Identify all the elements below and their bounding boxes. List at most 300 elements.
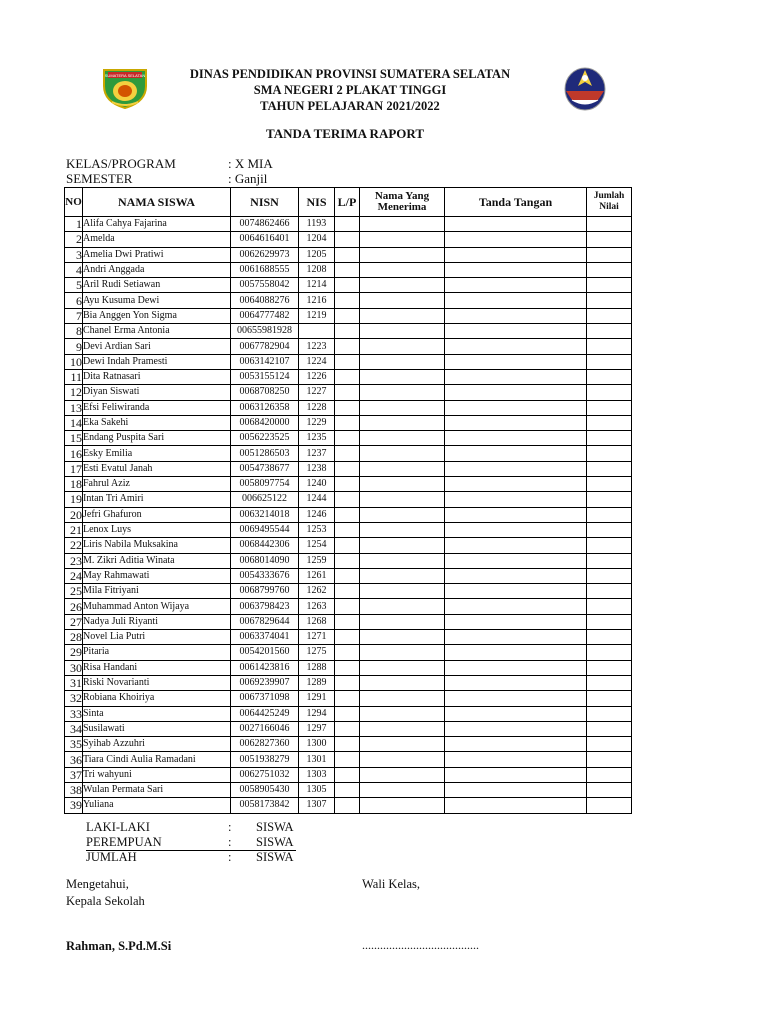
province-logo: [100, 64, 150, 110]
row-nama-siswa: Esti Evatul Janah: [83, 461, 231, 476]
row-nisn: 0051286503: [231, 446, 299, 461]
row-lp: [335, 324, 360, 339]
row-tanda-tangan: [445, 599, 587, 614]
row-nama-penerima: [360, 369, 445, 384]
row-nisn: 0054201560: [231, 645, 299, 660]
header-jumlah-line-1: Jumlah: [593, 191, 625, 201]
row-lp: [335, 232, 360, 247]
table-row: [65, 614, 632, 629]
row-lp: [335, 553, 360, 568]
row-nama-penerima: [360, 278, 445, 293]
row-nis: 1223: [299, 339, 335, 354]
row-tanda-tangan: [445, 752, 587, 767]
row-nis: 1262: [299, 584, 335, 599]
table-row: [65, 354, 632, 369]
row-nama-penerima: [360, 400, 445, 415]
row-nis: 1226: [299, 369, 335, 384]
row-nis: 1229: [299, 415, 335, 430]
row-lp: [335, 584, 360, 599]
row-lp: [335, 247, 360, 262]
table-row: [65, 293, 632, 308]
letterhead: [150, 66, 550, 114]
table-row: [65, 630, 632, 645]
row-nisn: 0068799760: [231, 584, 299, 599]
row-nisn: 0054333676: [231, 568, 299, 583]
summary-perempuan-label: PEREMPUAN: [86, 835, 162, 849]
row-tanda-tangan: [445, 737, 587, 752]
report-receipt-table: [64, 187, 632, 814]
row-nama-penerima: [360, 492, 445, 507]
row-nisn: 0068442306: [231, 538, 299, 553]
row-no: 1: [65, 217, 83, 232]
row-nisn: 0062827360: [231, 737, 299, 752]
row-jumlah-nilai: [587, 354, 632, 369]
row-no: 29: [65, 645, 83, 660]
letterhead-line-1: DINAS PENDIDIKAN PROVINSI SUMATERA SELATAN: [189, 67, 511, 81]
row-tanda-tangan: [445, 324, 587, 339]
row-nama-penerima: [360, 767, 445, 782]
row-nis: 1305: [299, 782, 335, 797]
row-nama-siswa: Diyan Siswati: [83, 385, 231, 400]
row-nama-penerima: [360, 706, 445, 721]
row-lp: [335, 706, 360, 721]
row-tanda-tangan: [445, 308, 587, 323]
row-nama-siswa: Efsi Feliwiranda: [83, 400, 231, 415]
row-lp: [335, 446, 360, 461]
row-nisn: 0064425249: [231, 706, 299, 721]
header-penerima-line-1: Nama Yang: [374, 190, 430, 202]
row-nama-penerima: [360, 752, 445, 767]
table-row: [65, 675, 632, 690]
row-lp: [335, 369, 360, 384]
row-tanda-tangan: [445, 660, 587, 675]
row-nama-siswa: Dewi Indah Pramesti: [83, 354, 231, 369]
class-label: KELAS/PROGRAM: [66, 156, 176, 171]
table-row: [65, 400, 632, 415]
row-nisn: 0067829644: [231, 614, 299, 629]
row-no: 2: [65, 232, 83, 247]
row-tanda-tangan: [445, 278, 587, 293]
table-header-row: [65, 188, 632, 217]
row-jumlah-nilai: [587, 522, 632, 537]
row-nisn: 00655981928: [231, 324, 299, 339]
row-jumlah-nilai: [587, 385, 632, 400]
letterhead-line-3: TAHUN PELAJARAN 2021/2022: [260, 99, 440, 113]
row-nama-penerima: [360, 354, 445, 369]
row-nama-penerima: [360, 431, 445, 446]
row-nis: 1227: [299, 385, 335, 400]
row-lp: [335, 278, 360, 293]
row-nis: 1268: [299, 614, 335, 629]
row-jumlah-nilai: [587, 798, 632, 813]
row-nama-penerima: [360, 599, 445, 614]
row-tanda-tangan: [445, 568, 587, 583]
summary-jumlah: [86, 850, 306, 865]
row-no: 27: [65, 614, 83, 629]
row-nama-penerima: [360, 660, 445, 675]
row-nama-penerima: [360, 538, 445, 553]
row-jumlah-nilai: [587, 415, 632, 430]
row-nama-siswa: Pitaria: [83, 645, 231, 660]
row-nisn: 0063142107: [231, 354, 299, 369]
row-nama-penerima: [360, 507, 445, 522]
table-row: [65, 477, 632, 492]
row-nis: 1289: [299, 675, 335, 690]
row-lp: [335, 461, 360, 476]
row-nama-siswa: Sinta: [83, 706, 231, 721]
row-no: 38: [65, 782, 83, 797]
table-row: [65, 232, 632, 247]
row-nisn: 0069495544: [231, 522, 299, 537]
row-nama-penerima: [360, 691, 445, 706]
header-nama: NAMA SISWA: [83, 188, 231, 217]
row-no: 15: [65, 431, 83, 446]
row-jumlah-nilai: [587, 691, 632, 706]
row-jumlah-nilai: [587, 369, 632, 384]
row-lp: [335, 752, 360, 767]
table-row: [65, 660, 632, 675]
row-nis: 1294: [299, 706, 335, 721]
row-jumlah-nilai: [587, 706, 632, 721]
row-tanda-tangan: [445, 461, 587, 476]
row-nama-penerima: [360, 308, 445, 323]
row-lp: [335, 415, 360, 430]
row-lp: [335, 477, 360, 492]
row-nis: 1288: [299, 660, 335, 675]
row-jumlah-nilai: [587, 446, 632, 461]
summary-laki-unit: SISWA: [256, 820, 294, 834]
row-jumlah-nilai: [587, 645, 632, 660]
row-jumlah-nilai: [587, 232, 632, 247]
row-nama-siswa: Riski Novarianti: [83, 675, 231, 690]
row-tanda-tangan: [445, 217, 587, 232]
table-row: [65, 415, 632, 430]
row-nis: 1307: [299, 798, 335, 813]
semester-label: SEMESTER: [66, 171, 133, 186]
row-no: 9: [65, 339, 83, 354]
row-jumlah-nilai: [587, 492, 632, 507]
row-no: 21: [65, 522, 83, 537]
row-nama-siswa: Chanel Erma Antonia: [83, 324, 231, 339]
row-nis: 1246: [299, 507, 335, 522]
row-nis: 1297: [299, 721, 335, 736]
row-lp: [335, 798, 360, 813]
row-jumlah-nilai: [587, 782, 632, 797]
row-nis: 1205: [299, 247, 335, 262]
row-nama-siswa: Risa Handani: [83, 660, 231, 675]
table-row: [65, 522, 632, 537]
row-no: 11: [65, 369, 83, 384]
row-lp: [335, 293, 360, 308]
row-nama-penerima: [360, 293, 445, 308]
wali-kelas-label: Wali Kelas,: [362, 877, 421, 891]
row-no: 34: [65, 721, 83, 736]
row-nis: 1208: [299, 262, 335, 277]
row-no: 5: [65, 278, 83, 293]
row-nama-penerima: [360, 737, 445, 752]
row-jumlah-nilai: [587, 324, 632, 339]
table-row: [65, 247, 632, 262]
row-nis: 1300: [299, 737, 335, 752]
row-nis: 1271: [299, 630, 335, 645]
row-lp: [335, 385, 360, 400]
row-nama-siswa: Susilawati: [83, 721, 231, 736]
principal-block: [66, 876, 145, 910]
row-no: 3: [65, 247, 83, 262]
row-no: 13: [65, 400, 83, 415]
row-tanda-tangan: [445, 706, 587, 721]
row-jumlah-nilai: [587, 247, 632, 262]
row-no: 10: [65, 354, 83, 369]
row-lp: [335, 568, 360, 583]
row-nis: 1219: [299, 308, 335, 323]
row-no: 22: [65, 538, 83, 553]
table-row: [65, 584, 632, 599]
document-title: TANDA TERIMA RAPORT: [266, 126, 424, 141]
row-jumlah-nilai: [587, 278, 632, 293]
row-no: 25: [65, 584, 83, 599]
wali-kelas-signature-line: .......................................: [362, 938, 479, 952]
row-jumlah-nilai: [587, 262, 632, 277]
row-tanda-tangan: [445, 553, 587, 568]
row-nama-penerima: [360, 232, 445, 247]
row-tanda-tangan: [445, 767, 587, 782]
row-nama-siswa: Endang Puspita Sari: [83, 431, 231, 446]
row-lp: [335, 782, 360, 797]
row-nis: 1237: [299, 446, 335, 461]
row-nama-siswa: Novel Lia Putri: [83, 630, 231, 645]
row-lp: [335, 339, 360, 354]
row-nisn: 0056223525: [231, 431, 299, 446]
summary-perempuan: [86, 835, 306, 850]
row-nis: 1303: [299, 767, 335, 782]
header-penerima: [360, 188, 445, 217]
row-nama-penerima: [360, 446, 445, 461]
row-nisn: 0063374041: [231, 630, 299, 645]
row-nama-siswa: Tri wahyuni: [83, 767, 231, 782]
row-nama-siswa: Nadya Juli Riyanti: [83, 614, 231, 629]
row-lp: [335, 507, 360, 522]
row-nisn: 0061688555: [231, 262, 299, 277]
header-tanda-tangan: Tanda Tangan: [445, 188, 587, 217]
table-row: [65, 339, 632, 354]
header-lp: L/P: [335, 188, 360, 217]
row-lp: [335, 431, 360, 446]
row-no: 32: [65, 691, 83, 706]
row-no: 37: [65, 767, 83, 782]
row-no: 35: [65, 737, 83, 752]
row-nisn: 0063214018: [231, 507, 299, 522]
row-no: 24: [65, 568, 83, 583]
row-tanda-tangan: [445, 522, 587, 537]
row-no: 23: [65, 553, 83, 568]
row-nama-siswa: Alifa Cahya Fajarina: [83, 217, 231, 232]
row-lp: [335, 737, 360, 752]
principal-name: Rahman, S.Pd.M.Si: [66, 939, 172, 953]
row-lp: [335, 354, 360, 369]
row-nisn: 0058173842: [231, 798, 299, 813]
row-nisn: 0064616401: [231, 232, 299, 247]
row-nis: 1261: [299, 568, 335, 583]
header-nis: NIS: [299, 188, 335, 217]
row-nisn: 0027166046: [231, 721, 299, 736]
row-lp: [335, 492, 360, 507]
row-tanda-tangan: [445, 446, 587, 461]
row-tanda-tangan: [445, 369, 587, 384]
table-row: [65, 507, 632, 522]
row-nama-penerima: [360, 385, 445, 400]
table-row: [65, 782, 632, 797]
row-tanda-tangan: [445, 492, 587, 507]
row-lp: [335, 400, 360, 415]
row-no: 16: [65, 446, 83, 461]
summary-laki-colon: :: [228, 820, 232, 834]
summary-divider: [86, 850, 296, 851]
table-row: [65, 798, 632, 813]
row-tanda-tangan: [445, 798, 587, 813]
row-no: 39: [65, 798, 83, 813]
row-tanda-tangan: [445, 247, 587, 262]
row-tanda-tangan: [445, 232, 587, 247]
row-nama-penerima: [360, 645, 445, 660]
row-jumlah-nilai: [587, 400, 632, 415]
row-lp: [335, 660, 360, 675]
row-nama-siswa: Dita Ratnasari: [83, 369, 231, 384]
row-no: 20: [65, 507, 83, 522]
row-jumlah-nilai: [587, 553, 632, 568]
row-nisn: 0057558042: [231, 278, 299, 293]
row-tanda-tangan: [445, 354, 587, 369]
row-nis: 1301: [299, 752, 335, 767]
row-jumlah-nilai: [587, 614, 632, 629]
row-nis: [299, 324, 335, 339]
row-lp: [335, 308, 360, 323]
row-nisn: 0074862466: [231, 217, 299, 232]
row-no: 36: [65, 752, 83, 767]
row-jumlah-nilai: [587, 752, 632, 767]
row-nama-siswa: Tiara Cindi Aulia Ramadani: [83, 752, 231, 767]
row-nis: 1216: [299, 293, 335, 308]
row-nama-siswa: Ayu Kusuma Dewi: [83, 293, 231, 308]
row-no: 8: [65, 324, 83, 339]
row-lp: [335, 767, 360, 782]
table-row: [65, 461, 632, 476]
table-row: [65, 492, 632, 507]
row-tanda-tangan: [445, 293, 587, 308]
row-jumlah-nilai: [587, 660, 632, 675]
table-row: [65, 706, 632, 721]
row-no: 31: [65, 675, 83, 690]
row-nis: 1259: [299, 553, 335, 568]
row-nis: 1204: [299, 232, 335, 247]
row-jumlah-nilai: [587, 293, 632, 308]
row-tanda-tangan: [445, 538, 587, 553]
row-jumlah-nilai: [587, 584, 632, 599]
row-nama-penerima: [360, 782, 445, 797]
row-jumlah-nilai: [587, 568, 632, 583]
row-no: 33: [65, 706, 83, 721]
row-nama-siswa: Intan Tri Amiri: [83, 492, 231, 507]
row-nama-siswa: Andri Anggada: [83, 262, 231, 277]
table-body: [65, 217, 632, 814]
summary-laki: [86, 820, 306, 835]
row-nisn: 0068014090: [231, 553, 299, 568]
table-row: [65, 645, 632, 660]
row-nisn: 0067782904: [231, 339, 299, 354]
summary-block: [86, 820, 306, 865]
header-jumlah-nilai: [587, 188, 632, 217]
table-row: [65, 721, 632, 736]
row-lp: [335, 538, 360, 553]
row-nama-penerima: [360, 461, 445, 476]
row-nama-siswa: Eka Sakehi: [83, 415, 231, 430]
row-nama-penerima: [360, 247, 445, 262]
row-jumlah-nilai: [587, 461, 632, 476]
row-jumlah-nilai: [587, 538, 632, 553]
row-tanda-tangan: [445, 339, 587, 354]
row-nis: 1238: [299, 461, 335, 476]
table-row: [65, 568, 632, 583]
row-no: 18: [65, 477, 83, 492]
row-lp: [335, 614, 360, 629]
row-tanda-tangan: [445, 415, 587, 430]
row-tanda-tangan: [445, 691, 587, 706]
row-nama-siswa: Yuliana: [83, 798, 231, 813]
row-nisn: 0051938279: [231, 752, 299, 767]
row-tanda-tangan: [445, 431, 587, 446]
row-nama-penerima: [360, 339, 445, 354]
row-tanda-tangan: [445, 614, 587, 629]
row-nama-siswa: Amelda: [83, 232, 231, 247]
row-nis: 1224: [299, 354, 335, 369]
row-nama-siswa: May Rahmawati: [83, 568, 231, 583]
row-nama-siswa: Esky Emilia: [83, 446, 231, 461]
table-row: [65, 308, 632, 323]
row-nisn: 0068708250: [231, 385, 299, 400]
row-nama-penerima: [360, 415, 445, 430]
row-nama-penerima: [360, 522, 445, 537]
row-nama-siswa: Jefri Ghafuron: [83, 507, 231, 522]
row-nis: 1254: [299, 538, 335, 553]
row-jumlah-nilai: [587, 308, 632, 323]
row-nisn: 0063126358: [231, 400, 299, 415]
row-no: 7: [65, 308, 83, 323]
table-row: [65, 262, 632, 277]
row-nama-penerima: [360, 217, 445, 232]
table-row: [65, 737, 632, 752]
summary-laki-label: LAKI-LAKI: [86, 820, 150, 834]
row-tanda-tangan: [445, 675, 587, 690]
row-nama-penerima: [360, 798, 445, 813]
row-tanda-tangan: [445, 262, 587, 277]
table-row: [65, 767, 632, 782]
row-no: 19: [65, 492, 83, 507]
row-nis: 1193: [299, 217, 335, 232]
row-nama-siswa: M. Zikri Aditia Winata: [83, 553, 231, 568]
row-nisn: 0063798423: [231, 599, 299, 614]
row-no: 30: [65, 660, 83, 675]
row-jumlah-nilai: [587, 737, 632, 752]
row-nama-siswa: Fahrul Aziz: [83, 477, 231, 492]
row-tanda-tangan: [445, 507, 587, 522]
row-tanda-tangan: [445, 645, 587, 660]
header-no: NO: [65, 188, 83, 217]
row-nisn: 006625122: [231, 492, 299, 507]
row-nama-penerima: [360, 630, 445, 645]
table-row: [65, 752, 632, 767]
row-jumlah-nilai: [587, 630, 632, 645]
row-nisn: 0068420000: [231, 415, 299, 430]
